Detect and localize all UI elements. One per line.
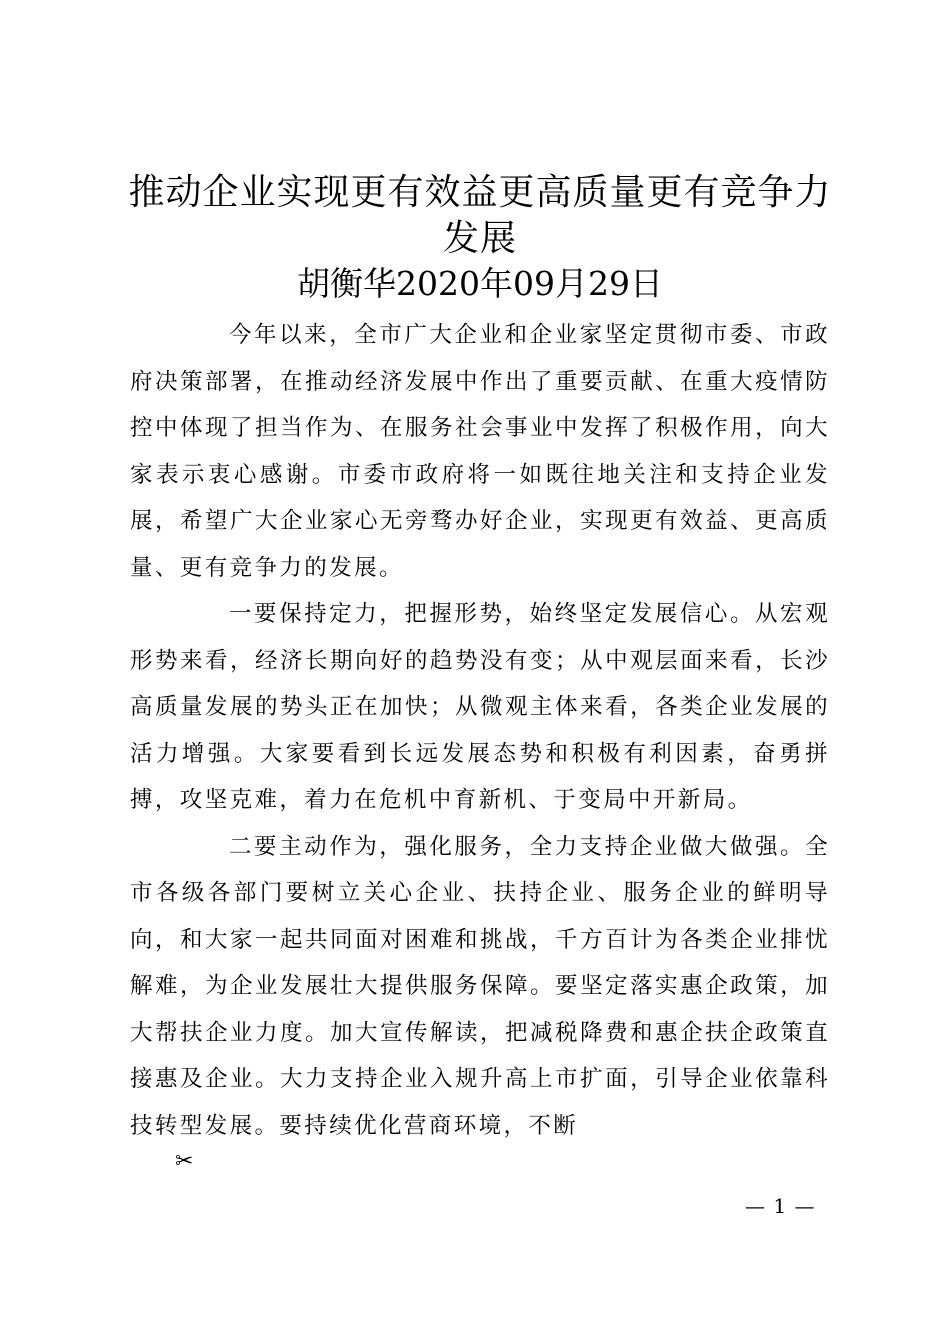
paragraph-point-one: 一要保持定力，把握形势，始终坚定发展信心。从宏观形势来看，经济长期向好的趋势没有变；从中观层面来看，长沙高质量发展的势头正在加快；从微观主体来看，各类企业发展的活力增强。大家要看到长远发展态势和积极有利因素，奋勇拼搏，攻坚克难，着力在危机中育新机、于变局中开新局。 <box>130 601 830 813</box>
document-title: 推动企业实现更有效益更高质量更有竞争力发展 <box>128 172 832 259</box>
scissors-icon: ✂ <box>175 1149 194 1174</box>
page-number: — 1 — <box>745 1194 816 1218</box>
author-date-line: 胡衡华2020年09月29日 <box>297 264 663 303</box>
paragraph-intro: 今年以来，全市广大企业和企业家坚定贯彻市委、市政府决策部署，在推动经济发展中作出了重要贡献、在重大疫情防控中体现了担当作为、在服务社会事业中发挥了积极作用，向大家表示衷心感谢。市委市政府将一如既往地关注和支持企业发展，希望广大企业家心无旁骛办好企业，实现更有效益、更高质量、更有竞争力的发展。 <box>130 322 830 581</box>
paragraph-point-two: 二要主动作为，强化服务，全力支持企业做大做强。全市各级各部门要树立关心企业、扶持企业、服务企业的鲜明导向，和大家一起共同面对困难和挑战，千方百计为各类企业排忧解难，为企业发展壮大提供服务保障。要坚定落实惠企政策，加大帮扶企业力度。加大宣传解读，把减税降费和惠企扶企政策直接惠及企业。大力支持企业入规升高上市扩面，引导企业依靠科技转型发展。要持续优化营商环境，不断 <box>130 833 830 1139</box>
document-body <box>130 312 830 1149</box>
